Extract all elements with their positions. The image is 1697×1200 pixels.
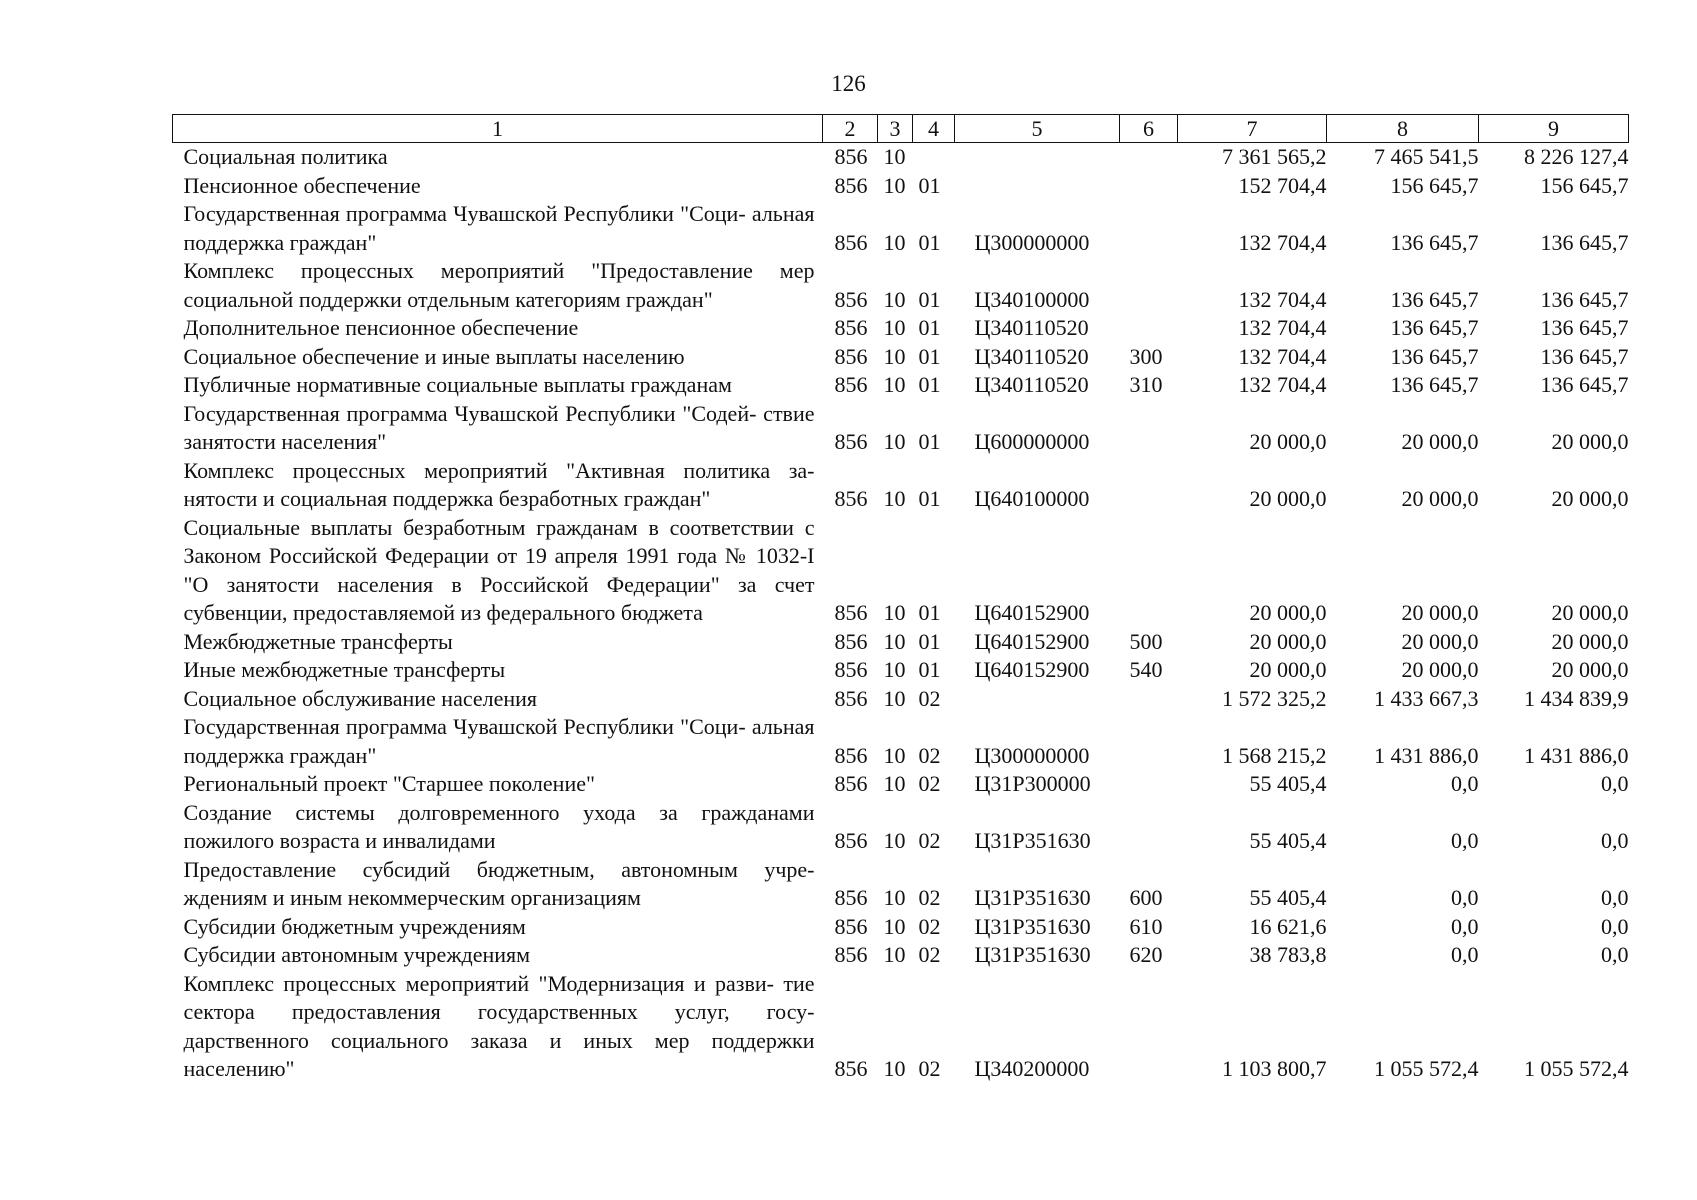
row-subsection-code: 01	[918, 315, 941, 340]
row-amount-year3: 0,0	[1601, 771, 1629, 796]
row-amount-year3: 1 055 572,4	[1524, 1056, 1629, 1081]
row-amount-year1: 132 704,4	[1238, 343, 1327, 369]
row-amount-year1: 55 405,4	[1249, 828, 1327, 853]
row-amount-year2: 20 000,0	[1401, 429, 1479, 454]
row-amount-year2: 136 645,7	[1390, 315, 1479, 340]
row-name: Государственная программа Чувашской Республики "Содей- ствие занятости населения"	[183, 400, 815, 454]
row-expense-type	[1120, 970, 1178, 1084]
row-subsection-code: 01	[918, 657, 941, 682]
table-row	[173, 770, 1629, 799]
table-row	[173, 913, 1629, 942]
header-cell: 7	[1178, 115, 1327, 143]
row-amount-year2: 156 645,7	[1390, 172, 1479, 198]
row-section-code: 10	[883, 286, 906, 312]
row-grbs-code: 856	[834, 942, 868, 967]
row-amount-year1: 1 572 325,2	[1222, 685, 1327, 711]
table-row	[173, 941, 1629, 970]
row-amount-year2: 20 000,0	[1401, 600, 1479, 625]
row-expense-type: 310	[1129, 372, 1163, 397]
row-subsection-code: 01	[918, 229, 941, 255]
row-grbs-code: 856	[834, 343, 868, 369]
row-amount-year1: 38 783,8	[1249, 942, 1327, 967]
row-section-code: 10	[883, 685, 906, 711]
row-name: Межбюджетные трансферты	[183, 628, 453, 654]
row-name: Социальное обеспечение и иные выплаты населению	[183, 343, 685, 369]
row-grbs-code: 856	[834, 372, 868, 397]
row-name: Социальное обслуживание населения	[183, 685, 538, 711]
row-subsection-code: 01	[918, 600, 941, 625]
row-subsection-code: 01	[918, 628, 941, 654]
row-section-code: 10	[883, 1056, 906, 1081]
row-section-code: 10	[883, 913, 906, 939]
row-amount-year2: 0,0	[1451, 913, 1479, 939]
row-grbs-code: 856	[834, 685, 868, 711]
row-expense-type	[1120, 514, 1178, 628]
row-grbs-code: 856	[834, 771, 868, 796]
row-target-article: Ц31Р351630	[974, 885, 1091, 910]
header-cell: 3	[878, 115, 913, 143]
row-subsection-code: 02	[918, 771, 941, 796]
row-expense-type: 300	[1129, 343, 1163, 369]
row-expense-type	[1120, 799, 1178, 856]
row-amount-year2: 1 055 572,4	[1374, 1056, 1479, 1081]
row-amount-year2: 20 000,0	[1401, 486, 1479, 511]
row-section-code: 10	[883, 144, 906, 169]
table-row	[173, 200, 1629, 257]
row-expense-type	[1120, 257, 1178, 314]
row-amount-year3: 1 434 839,9	[1524, 685, 1629, 711]
row-amount-year3: 0,0	[1601, 885, 1629, 910]
row-target-article: Ц340110520	[974, 315, 1089, 340]
row-name: Комплекс процессных мероприятий "Предоставление мер социальной поддержки отдельным категориям граждан"	[183, 258, 815, 312]
row-amount-year3: 0,0	[1601, 913, 1629, 939]
row-expense-type: 600	[1129, 885, 1163, 910]
row-target-article: Ц640152900	[974, 628, 1090, 654]
row-amount-year1: 16 621,6	[1249, 913, 1327, 939]
row-expense-type: 540	[1129, 657, 1163, 682]
row-amount-year1: 7 361 565,2	[1222, 144, 1327, 169]
row-section-code: 10	[883, 828, 906, 853]
table-row	[173, 172, 1629, 201]
row-amount-year2: 0,0	[1451, 942, 1479, 967]
row-amount-year3: 20 000,0	[1551, 657, 1629, 682]
row-subsection-code: 01	[918, 429, 941, 454]
header-cell: 5	[955, 115, 1120, 143]
header-cell: 1	[173, 115, 823, 143]
row-target-article: Ц300000000	[974, 742, 1090, 768]
row-expense-type: 610	[1129, 913, 1163, 939]
row-target-article: Ц640152900	[974, 600, 1090, 625]
row-amount-year1: 20 000,0	[1249, 657, 1327, 682]
row-expense-type	[1120, 143, 1178, 172]
row-name: Предоставление субсидий бюджетным, автономным учре- ждениям и иным некоммерческим организациям	[183, 856, 815, 910]
row-name: Субсидии автономным учреждениям	[183, 942, 531, 967]
row-subsection-code: 02	[918, 1056, 941, 1081]
row-amount-year2: 7 465 541,5	[1374, 144, 1479, 169]
row-grbs-code: 856	[834, 913, 868, 939]
row-grbs-code: 856	[834, 429, 868, 454]
table-row	[173, 970, 1629, 1084]
row-target-article: Ц340110520	[974, 372, 1089, 397]
row-amount-year2: 1 431 886,0	[1374, 742, 1479, 768]
row-target-article: Ц640100000	[974, 486, 1090, 511]
row-section-code: 10	[883, 172, 906, 198]
table-row	[173, 656, 1629, 685]
row-amount-year3: 136 645,7	[1540, 229, 1629, 255]
row-amount-year3: 20 000,0	[1551, 628, 1629, 654]
row-grbs-code: 856	[834, 657, 868, 682]
row-name: Публичные нормативные социальные выплаты гражданам	[183, 372, 732, 397]
row-amount-year2: 136 645,7	[1390, 286, 1479, 312]
table-row	[173, 343, 1629, 372]
row-amount-year3: 20 000,0	[1551, 429, 1629, 454]
row-expense-type	[1120, 770, 1178, 799]
budget-table	[172, 114, 1629, 1084]
table-row	[173, 856, 1629, 913]
row-amount-year1: 132 704,4	[1238, 372, 1327, 397]
row-target-article: Ц600000000	[974, 429, 1090, 454]
row-section-code: 10	[883, 771, 906, 796]
row-amount-year2: 136 645,7	[1390, 343, 1479, 369]
row-grbs-code: 856	[834, 486, 868, 511]
table-row	[173, 400, 1629, 457]
row-amount-year1: 55 405,4	[1249, 885, 1327, 910]
row-name: Государственная программа Чувашской Республики "Соци- альная поддержка граждан"	[183, 714, 815, 768]
row-target-article: Ц31Р351630	[974, 913, 1091, 939]
row-amount-year1: 1 568 215,2	[1222, 742, 1327, 768]
row-expense-type	[1120, 314, 1178, 343]
row-expense-type: 500	[1129, 628, 1163, 654]
row-target-article: Ц340200000	[974, 1056, 1090, 1081]
row-subsection-code: 01	[918, 372, 941, 397]
row-name: Пенсионное обеспечение	[183, 172, 421, 198]
row-target-article: Ц31Р351630	[974, 942, 1091, 967]
row-amount-year3: 136 645,7	[1540, 343, 1629, 369]
row-subsection-code: 02	[918, 828, 941, 853]
row-name: Государственная программа Чувашской Республики "Соци- альная поддержка граждан"	[183, 201, 815, 255]
row-amount-year2: 0,0	[1451, 828, 1479, 853]
table-row	[173, 713, 1629, 770]
row-grbs-code: 856	[834, 229, 868, 255]
table-row	[173, 628, 1629, 657]
row-amount-year2: 136 645,7	[1390, 229, 1479, 255]
row-amount-year1: 20 000,0	[1249, 628, 1327, 654]
row-name: Комплекс процессных мероприятий "Активная политика за- нятости и социальная поддержка безработных граждан"	[183, 457, 815, 511]
header-cell: 8	[1327, 115, 1479, 143]
row-target-article: Ц640152900	[974, 657, 1090, 682]
row-amount-year3: 1 431 886,0	[1524, 742, 1629, 768]
row-amount-year2: 20 000,0	[1401, 628, 1479, 654]
row-name: Создание системы долговременного ухода за гражданами пожилого возраста и инвалидами	[183, 799, 815, 853]
row-grbs-code: 856	[834, 144, 868, 169]
row-name: Региональный проект "Старшее поколение"	[183, 771, 595, 796]
row-section-code: 10	[883, 315, 906, 340]
row-target-article	[955, 685, 1120, 714]
table-row	[173, 457, 1629, 514]
row-subsection-code: 02	[918, 913, 941, 939]
row-grbs-code: 856	[834, 628, 868, 654]
row-amount-year3: 0,0	[1601, 942, 1629, 967]
row-amount-year3: 156 645,7	[1540, 172, 1629, 198]
row-section-code: 10	[883, 429, 906, 454]
row-amount-year1: 55 405,4	[1249, 771, 1327, 796]
table-header	[173, 115, 1629, 143]
row-amount-year1: 132 704,4	[1238, 229, 1327, 255]
header-cell: 4	[913, 115, 955, 143]
row-amount-year1: 1 103 800,7	[1222, 1056, 1327, 1081]
row-expense-type	[1120, 457, 1178, 514]
table-row	[173, 314, 1629, 343]
row-subsection-code: 01	[918, 343, 941, 369]
row-target-article: Ц340100000	[974, 286, 1090, 312]
row-name: Субсидии бюджетным учреждениям	[183, 913, 526, 939]
row-amount-year2: 136 645,7	[1390, 372, 1479, 397]
row-expense-type	[1120, 713, 1178, 770]
header-cell: 9	[1479, 115, 1629, 143]
row-amount-year2: 0,0	[1451, 885, 1479, 910]
row-section-code: 10	[883, 600, 906, 625]
table-body	[173, 143, 1629, 1084]
header-cell: 2	[823, 115, 878, 143]
row-grbs-code: 856	[834, 286, 868, 312]
row-section-code: 10	[883, 942, 906, 967]
row-amount-year2: 20 000,0	[1401, 657, 1479, 682]
row-grbs-code: 856	[834, 828, 868, 853]
row-target-article: Ц31Р300000	[974, 771, 1091, 796]
header-cell: 6	[1120, 115, 1178, 143]
row-name: Иные межбюджетные трансферты	[183, 657, 506, 682]
table-row	[173, 143, 1629, 172]
table-row	[173, 371, 1629, 400]
row-section-code: 10	[883, 885, 906, 910]
row-subsection-code: 02	[918, 885, 941, 910]
row-subsection-code	[913, 143, 955, 172]
row-section-code: 10	[883, 742, 906, 768]
row-grbs-code: 856	[834, 600, 868, 625]
row-amount-year3: 8 226 127,4	[1524, 144, 1629, 169]
row-amount-year3: 20 000,0	[1551, 486, 1629, 511]
row-target-article: Ц340110520	[974, 343, 1089, 369]
row-subsection-code: 02	[918, 942, 941, 967]
row-amount-year3: 136 645,7	[1540, 286, 1629, 312]
row-grbs-code: 856	[834, 885, 868, 910]
row-amount-year1: 20 000,0	[1249, 429, 1327, 454]
row-subsection-code: 01	[918, 486, 941, 511]
row-target-article	[955, 143, 1120, 172]
row-name: Социальная политика	[183, 144, 388, 169]
row-target-article	[955, 172, 1120, 201]
row-grbs-code: 856	[834, 172, 868, 198]
row-amount-year3: 136 645,7	[1540, 315, 1629, 340]
row-amount-year2: 1 433 667,3	[1374, 685, 1479, 711]
row-amount-year1: 132 704,4	[1238, 286, 1327, 312]
row-name: Социальные выплаты безработным гражданам в соответствии с Законом Российской Федерации от 19 апреля 1991 года № 1032-I "О занятости населения в Российской Федерации" за счет субвенции, предоставляемой из федерального бюджета	[183, 514, 815, 625]
row-amount-year1: 20 000,0	[1249, 600, 1327, 625]
row-amount-year2: 0,0	[1451, 771, 1479, 796]
row-amount-year1: 132 704,4	[1238, 315, 1327, 340]
table-row	[173, 257, 1629, 314]
row-grbs-code: 856	[834, 315, 868, 340]
page-number: 126	[831, 71, 866, 96]
table-row	[173, 514, 1629, 628]
row-name: Комплекс процессных мероприятий "Модернизация и разви- тие сектора предоставления государственных услуг, госу- дарственного социального заказа и иных мер поддержки населению"	[183, 970, 815, 1081]
row-subsection-code: 02	[918, 685, 941, 711]
row-grbs-code: 856	[834, 1056, 868, 1081]
row-amount-year3: 136 645,7	[1540, 372, 1629, 397]
row-target-article: Ц300000000	[974, 229, 1090, 255]
row-expense-type: 620	[1129, 942, 1163, 967]
row-section-code: 10	[883, 229, 906, 255]
row-amount-year3: 20 000,0	[1551, 600, 1629, 625]
row-expense-type	[1120, 685, 1178, 714]
row-grbs-code: 856	[834, 742, 868, 768]
row-section-code: 10	[883, 372, 906, 397]
row-amount-year1: 20 000,0	[1249, 486, 1327, 511]
row-section-code: 10	[883, 628, 906, 654]
row-name: Дополнительное пенсионное обеспечение	[183, 315, 579, 340]
row-subsection-code: 02	[918, 742, 941, 768]
table-row	[173, 685, 1629, 714]
table-row	[173, 799, 1629, 856]
row-expense-type	[1120, 400, 1178, 457]
row-section-code: 10	[883, 486, 906, 511]
row-amount-year3: 0,0	[1601, 828, 1629, 853]
row-expense-type	[1120, 172, 1178, 201]
row-subsection-code: 01	[918, 172, 941, 198]
row-section-code: 10	[883, 343, 906, 369]
row-expense-type	[1120, 200, 1178, 257]
row-target-article: Ц31Р351630	[974, 828, 1091, 853]
row-subsection-code: 01	[918, 286, 941, 312]
row-section-code: 10	[883, 657, 906, 682]
row-amount-year1: 152 704,4	[1238, 172, 1327, 198]
